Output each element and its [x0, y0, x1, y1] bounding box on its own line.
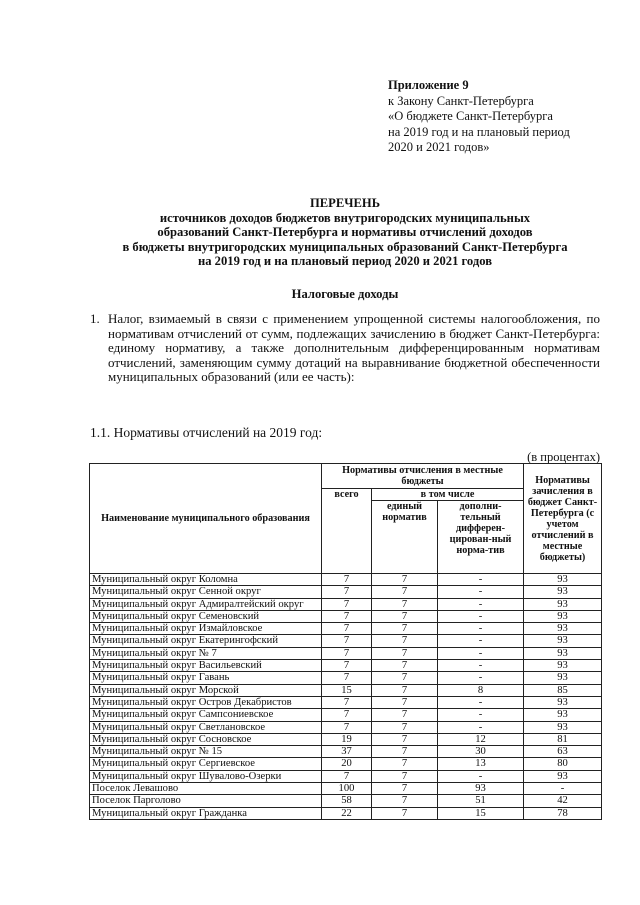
additional-cell: - [438, 660, 524, 672]
table-row [90, 672, 602, 684]
paragraph-text: Налог, взимаемый в связи с применением упрощенной системы налогообложения, по нормативам отчислений от сумм, подлежащих зачислению в бюджет Санкт-Петербурга: единому нормативу, а также дополнительным дифференцированным нормативам отчислений, заменяющим сумму дотаций на выравнивание бюджетной обеспеченности муниципальных образований (или ее часть): [108, 311, 600, 385]
table-row [90, 660, 602, 672]
header-total: всего [322, 489, 372, 574]
name-cell: Муниципальный округ Сенной округ [90, 586, 322, 598]
city-cell: - [524, 783, 602, 795]
additional-cell: - [438, 721, 524, 733]
total-cell: 7 [322, 721, 372, 733]
single-cell: 7 [372, 795, 438, 807]
total-cell: 20 [322, 758, 372, 770]
city-cell: 93 [524, 610, 602, 622]
city-cell: 93 [524, 660, 602, 672]
city-cell: 93 [524, 598, 602, 610]
additional-cell: - [438, 709, 524, 721]
total-cell: 7 [322, 709, 372, 721]
header-incl: в том числе [372, 489, 524, 501]
additional-cell: 13 [438, 758, 524, 770]
single-cell: 7 [372, 758, 438, 770]
table-row [90, 783, 602, 795]
table-row [90, 721, 602, 733]
city-cell: 85 [524, 684, 602, 696]
single-cell: 7 [372, 709, 438, 721]
table-row [90, 574, 602, 586]
additional-cell: - [438, 672, 524, 684]
city-cell: 93 [524, 770, 602, 782]
name-cell: Муниципальный округ Сергиевское [90, 758, 322, 770]
additional-cell: 30 [438, 746, 524, 758]
title-main: ПЕРЕЧЕНЬ [309, 196, 381, 210]
total-cell: 100 [322, 783, 372, 795]
single-cell: 7 [372, 610, 438, 622]
title-line: на 2019 год и на плановый период 2020 и 2021 годов [197, 254, 493, 268]
additional-cell: 8 [438, 684, 524, 696]
table-row [90, 758, 602, 770]
city-cell: 93 [524, 586, 602, 598]
name-cell: Муниципальный округ Сосновское [90, 733, 322, 745]
title-line: образований Санкт-Петербурга и нормативы отчислений доходов [157, 225, 533, 239]
total-cell: 22 [322, 807, 372, 819]
header-single: единый норматив [372, 501, 438, 574]
additional-cell: 93 [438, 783, 524, 795]
single-cell: 7 [372, 783, 438, 795]
table-row [90, 746, 602, 758]
total-cell: 7 [322, 660, 372, 672]
city-cell: 93 [524, 574, 602, 586]
city-cell: 93 [524, 696, 602, 708]
additional-cell: 51 [438, 795, 524, 807]
name-cell: Муниципальный округ № 7 [90, 647, 322, 659]
title-line: источников доходов бюджетов внутригородских муниципальных [159, 210, 531, 225]
additional-cell: - [438, 623, 524, 635]
name-cell: Муниципальный округ Шувалово-Озерки [90, 770, 322, 782]
city-cell: 93 [524, 623, 602, 635]
total-cell: 7 [322, 623, 372, 635]
table-row [90, 733, 602, 745]
total-cell: 7 [322, 586, 372, 598]
single-cell: 7 [372, 770, 438, 782]
appendix-reference [388, 78, 570, 156]
name-cell: Муниципальный округ Сампсониевское [90, 709, 322, 721]
single-cell: 7 [372, 623, 438, 635]
total-cell: 7 [322, 696, 372, 708]
single-cell: 7 [372, 684, 438, 696]
name-cell: Муниципальный округ Измайловское [90, 623, 322, 635]
table-row [90, 684, 602, 696]
total-cell: 7 [322, 598, 372, 610]
single-cell: 7 [372, 635, 438, 647]
name-cell: Поселок Левашово [90, 783, 322, 795]
name-cell: Муниципальный округ Светлановское [90, 721, 322, 733]
name-cell: Муниципальный округ Екатерингофский [90, 635, 322, 647]
single-cell: 7 [372, 586, 438, 598]
header-name: Наименование муниципального образования [90, 464, 322, 574]
table-row [90, 610, 602, 622]
header-additional: дополни-тельный дифферен-цирован-ный норма-тив [438, 501, 524, 574]
additional-cell: 15 [438, 807, 524, 819]
name-cell: Муниципальный округ Гражданка [90, 807, 322, 819]
appendix-line: 2020 и 2021 годов» [388, 140, 490, 154]
table-row [90, 770, 602, 782]
single-cell: 7 [372, 660, 438, 672]
total-cell: 58 [322, 795, 372, 807]
city-cell: 80 [524, 758, 602, 770]
single-cell: 7 [372, 647, 438, 659]
city-cell: 93 [524, 672, 602, 684]
table-row [90, 586, 602, 598]
city-cell: 78 [524, 807, 602, 819]
table-row [90, 696, 602, 708]
total-cell: 7 [322, 672, 372, 684]
header-local: Нормативы отчисления в местные бюджеты [322, 464, 524, 489]
city-cell: 42 [524, 795, 602, 807]
table-row [90, 795, 602, 807]
total-cell: 7 [322, 647, 372, 659]
document-title [90, 196, 600, 269]
total-cell: 37 [322, 746, 372, 758]
single-cell: 7 [372, 746, 438, 758]
total-cell: 7 [322, 610, 372, 622]
additional-cell: - [438, 598, 524, 610]
single-cell: 7 [372, 733, 438, 745]
table-row [90, 807, 602, 819]
name-cell: Поселок Парголово [90, 795, 322, 807]
name-cell: Муниципальный округ Васильевский [90, 660, 322, 672]
appendix-line: на 2019 год и на плановый период [388, 124, 570, 139]
city-cell: 93 [524, 709, 602, 721]
name-cell: Муниципальный округ Адмиралтейский округ [90, 598, 322, 610]
total-cell: 7 [322, 574, 372, 586]
additional-cell: - [438, 770, 524, 782]
table-row [90, 647, 602, 659]
table-row [90, 635, 602, 647]
city-cell: 93 [524, 635, 602, 647]
name-cell: Муниципальный округ Морской [90, 684, 322, 696]
total-cell: 7 [322, 635, 372, 647]
city-cell: 93 [524, 647, 602, 659]
name-cell: Муниципальный округ Семеновский [90, 610, 322, 622]
additional-cell: - [438, 610, 524, 622]
single-cell: 7 [372, 696, 438, 708]
city-cell: 81 [524, 733, 602, 745]
name-cell: Муниципальный округ Коломна [90, 574, 322, 586]
additional-cell: - [438, 574, 524, 586]
additional-cell: - [438, 696, 524, 708]
appendix-heading: Приложение 9 [388, 78, 469, 92]
table-row [90, 623, 602, 635]
name-cell: Муниципальный округ Остров Декабристов [90, 696, 322, 708]
total-cell: 7 [322, 770, 372, 782]
total-cell: 15 [322, 684, 372, 696]
appendix-line: «О бюджете Санкт-Петербурга [388, 109, 553, 123]
single-cell: 7 [372, 721, 438, 733]
table-row [90, 709, 602, 721]
city-cell: 93 [524, 721, 602, 733]
single-cell: 7 [372, 807, 438, 819]
section-title: Налоговые доходы [291, 287, 399, 301]
table-row [90, 598, 602, 610]
single-cell: 7 [372, 598, 438, 610]
additional-cell: 12 [438, 733, 524, 745]
single-cell: 7 [372, 672, 438, 684]
additional-cell: - [438, 586, 524, 598]
total-cell: 19 [322, 733, 372, 745]
subparagraph-title: 1.1. Нормативы отчислений на 2019 год: [90, 425, 323, 440]
single-cell: 7 [372, 574, 438, 586]
name-cell: Муниципальный округ Гавань [90, 672, 322, 684]
units-label: (в процентах) [527, 450, 600, 464]
title-line: в бюджеты внутригородских муниципальных образований Санкт-Петербурга [122, 239, 568, 254]
paragraph-number: 1. [90, 311, 100, 326]
additional-cell: - [438, 647, 524, 659]
header-city: Нормативы зачисления в бюджет Санкт-Петербурга (с учетом отчислений в местные бюджеты) [524, 464, 602, 574]
norms-table [89, 463, 602, 820]
paragraph-1 [90, 312, 600, 385]
additional-cell: - [438, 635, 524, 647]
city-cell: 63 [524, 746, 602, 758]
appendix-line: к Закону Санкт-Петербурга [388, 93, 534, 108]
table-body [90, 574, 602, 820]
name-cell: Муниципальный округ № 15 [90, 746, 322, 758]
